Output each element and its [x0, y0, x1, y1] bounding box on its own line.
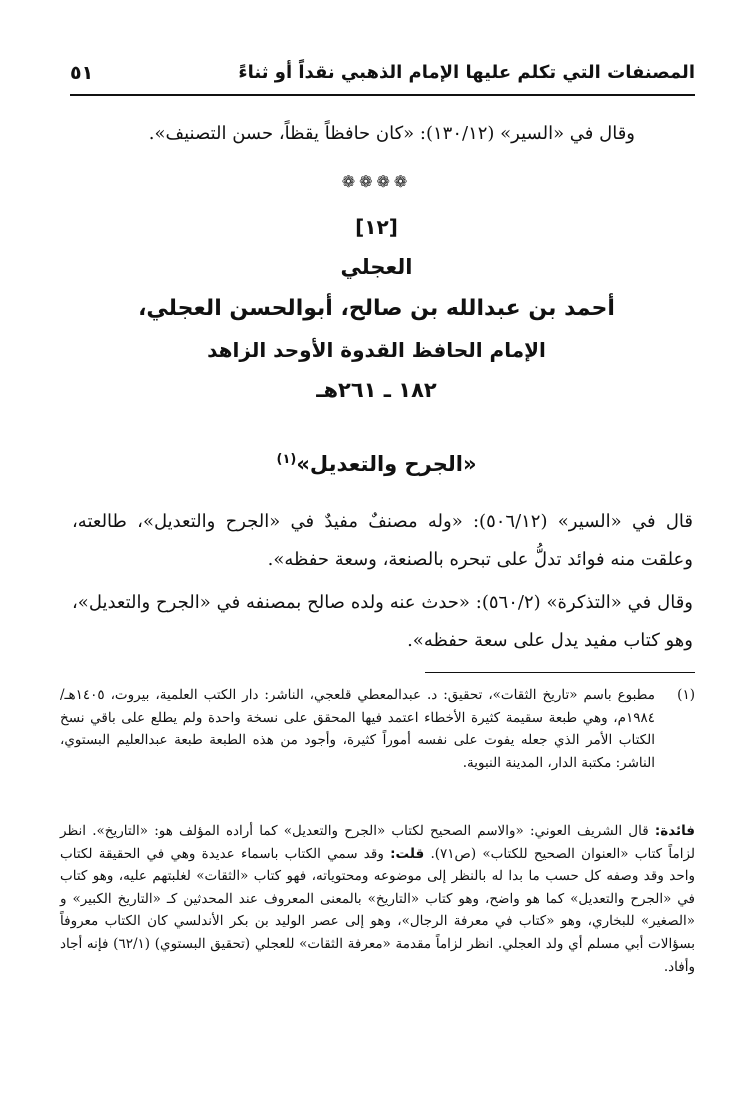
benefit-label: فائدة: — [654, 823, 695, 839]
running-header-title: المصنفات التي تكلم عليها الإمام الذهبي نقداً أو ثناءً — [238, 62, 695, 83]
paragraph-tadhkira: وقال في «التذكرة» (٥٦٠/٢): «حدث عنه ولده صالح بمصنفه في «الجرح والتعديل»، وهو كتاب مفيد يدل على سعة حفظه». — [72, 592, 693, 651]
footnote-1-text: مطبوع باسم «تاريخ الثقات»، تحقيق: د. عبدالمعطي قلعجي، الناشر: دار الكتب العلمية، بيروت، ١٤٠٥هـ/١٩٨٤م، وهي طبعة سقيمة كثيرة الأخطاء اعتمد فيها المحقق على نسخة واحدة ولم يطلع على باقي نسخ الكتاب الأمر الذي جعله يفوت على نفسه أموراً كثيرة، وأجود من هذه الطبعة طبعة عبدالعليم البستوي، الناشر: مكتبة الدار، المدينة النبوية. — [60, 687, 655, 771]
running-header — [70, 62, 695, 92]
entry-years: ١٨٢ ـ ٢٦١هـ — [316, 378, 437, 402]
footnote-1-marker: (١) — [677, 687, 695, 703]
entry-full-name: أحمد بن عبدالله بن صالح، أبوالحسن العجلي، — [138, 296, 615, 321]
intro-quote: وقال في «السير» (١٣٠/١٢): «كان حافظاً يقظاً، حسن التصنيف». — [148, 123, 635, 144]
book-title — [0, 452, 753, 476]
footnote-benefit — [60, 820, 695, 978]
footnote-divider — [425, 672, 695, 673]
paragraph-siyar: قال في «السير» (٥٠٦/١٢): «وله مصنفٌ مفيدٌ في «الجرح والتعديل»، طالعته، وعلقت منه فوائد تدلُّ على تبحره بالصنعة، وسعة حفظه». — [72, 511, 693, 570]
entry-epithet: الإمام الحافظ القدوة الأوحد الزاهد — [207, 338, 546, 362]
header-divider — [70, 94, 695, 96]
entry-number: [١٢] — [355, 215, 398, 239]
entry-short-name: العجلي — [340, 255, 413, 279]
footnote-reference[interactable]: (١) — [276, 452, 297, 467]
page-number: ٥١ — [70, 62, 94, 84]
benefit-text-a: قال الشريف العوني: «والاسم الصحيح لكتاب «الجرح والتعديل» كما أراده المؤلف هو: «التاريخ». انظر لزاماً كتاب «العنوان الصحيح للكتاب» (ص٧١). — [60, 823, 696, 862]
benefit-text-b: وقد سمي الكتاب باسماء عديدة وهي في الحقيقة لكتاب واحد وقد وصفه كل حسب ما بدا له بالنظر إلى موضوعه ومحتوياته، فهو كتاب «الثقات» لغلبتهم عليه، وهو كتاب في «الجرح والتعديل» كما هو واضح، وهو كتاب «التاريخ» بالمعنى المعروف عند المحدثين كـ «التاريخ الكبير» و «الصغير» للبخاري، وهو «كتاب في معرفة الرجال»، وهو إلى عصر الوليد بن بكر الأندلسي كان الكتاب معروفاً بسؤالات أبي مسلم أي ولد العجلي. انظر لزاماً مقدمة «معرفة الثقات» للعجلي (تحقيق البستوي) (٦٢/١) فإنه أجاد وأفاد. — [60, 845, 695, 975]
book-title-text: «الجرح والتعديل» — [296, 452, 477, 476]
benefit-label-2: قلت: — [390, 845, 425, 862]
section-separator-ornament: ❁❁❁❁ — [341, 172, 412, 191]
footnote-1 — [60, 684, 695, 774]
